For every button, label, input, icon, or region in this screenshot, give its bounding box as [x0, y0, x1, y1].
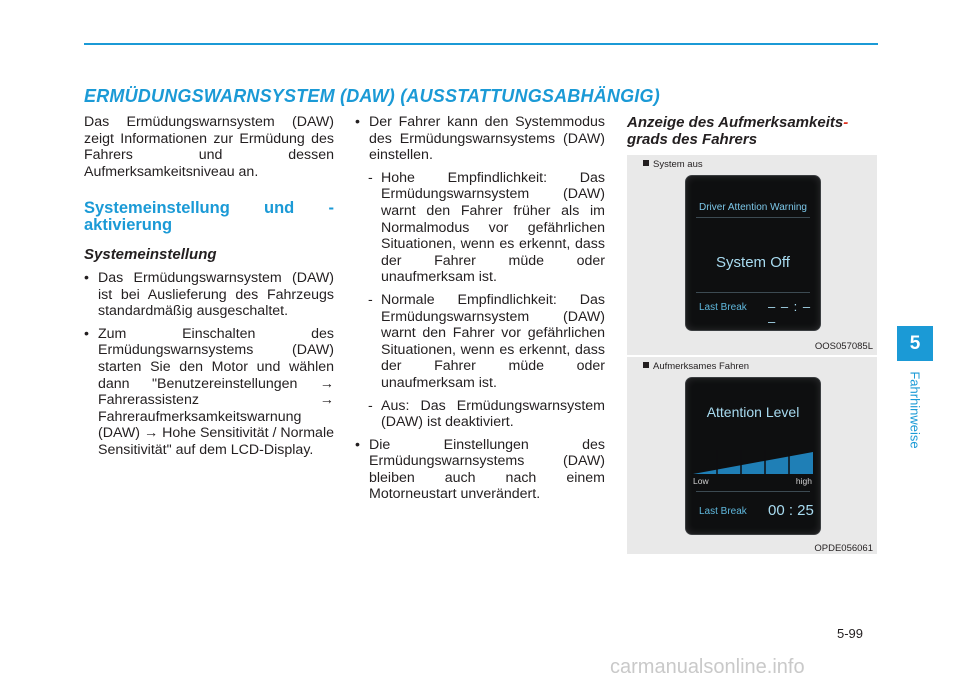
- sub-subheading: Systemeinstellung: [84, 246, 217, 264]
- figure-label: [643, 361, 749, 372]
- screen-title: Driver Attention Warning: [698, 202, 807, 213]
- figure-label: [643, 159, 703, 170]
- screen-system-off: System Off: [716, 254, 790, 271]
- column-3: [627, 114, 879, 156]
- bullet-activation: • Zum Einschalten des Ermüdungswarnsystems (DAW) starten Sie den Motor und wählen dann "Benutzereinstellungen → Fahrerassistenz → Fahreraufmerksamkeitswarnung (DAW) → Hohe Sensitivität / Normale Sensitivität" auf dem LCD-Display.: [84, 326, 334, 459]
- chapter-tab: 5: [897, 326, 933, 361]
- screen-divider: [696, 491, 810, 492]
- cluster-screen-off: [685, 175, 821, 331]
- dash-high-text: Hohe Empfindlichkeit: Das Ermüdungswarnsystem (DAW) warnt den Fahrer früher als im Normalmodus vor gefährlichen Situationen, wenn es erkennt, dass der Fahrer müde oder unaufmerksam ist.: [381, 169, 605, 286]
- screen-divider: [696, 217, 810, 218]
- cluster-screen-attention: [685, 377, 821, 535]
- dash-normal-sensitivity: - Normale Empfindlichkeit: Das Ermüdungswarnsystem (DAW) warnt den Fahrer vor gefährlichen Situationen, wenn es erkennt, dass der Fahrer müde oder unaufmerksam ist.: [368, 291, 605, 391]
- square-bullet-icon: [643, 362, 649, 368]
- screen-divider: [696, 292, 810, 293]
- figure-code: OPDE056061: [814, 543, 873, 554]
- intro-paragraph: Das Ermüdungswarnsystem (DAW) zeigt Informationen zur Ermüdung des Fahrers und dessen Aufmerksamkeitsniveau an.: [84, 114, 334, 180]
- figure-code: OOS057085L: [814, 341, 873, 352]
- figure-attentive-driving: [627, 357, 877, 554]
- last-break-label: Last Break: [699, 506, 747, 517]
- bullet-settings-retained: • Die Einstellungen des Ermüdungswarnsystems (DAW) bleiben auch nach einem Motorneustart unverändert.: [355, 437, 605, 503]
- attention-heading-part1: Anzeige des Aufmerksamkeits: [627, 114, 844, 131]
- attention-heading: [627, 114, 879, 148]
- last-break-value: 00 : 25: [768, 502, 814, 519]
- screen-title: Attention Level: [706, 404, 800, 420]
- figure-label-text: Aufmerksames Fahren: [653, 361, 750, 372]
- column-1: [84, 114, 334, 465]
- attention-heading-part2: grads des Fahrers: [627, 131, 758, 148]
- dash-high-sensitivity: - Hohe Empfindlichkeit: Das Ermüdungswarnsystem (DAW) warnt den Fahrer früher als im Normalmodus vor gefährlichen Situationen, wenn es erkennt, dass der Fahrer müde oder unaufmerksam ist.: [368, 169, 605, 286]
- figure-system-off: [627, 155, 877, 355]
- attention-level-bar: [693, 450, 813, 474]
- last-break-label: Last Break: [699, 302, 747, 313]
- dash-off: - Aus: Das Ermüdungswarnsystem (DAW) ist deaktiviert.: [368, 397, 605, 431]
- low-label: Low: [693, 476, 709, 486]
- attention-heading-hyphen: -: [843, 114, 849, 131]
- subsection-heading: Systemeinstellung und - aktivierung: [84, 199, 334, 235]
- section-title: ERMÜDUNGSWARNSYSTEM (DAW) (AUSSTATTUNGSABHÄNGIG): [84, 86, 660, 106]
- page-number: 5-99: [837, 626, 864, 641]
- watermark: carmanualsonline.info: [610, 656, 805, 678]
- chapter-tab-label: Fahrhinweise: [907, 371, 923, 449]
- top-rule: [84, 43, 878, 45]
- last-break-value: – – : – –: [768, 299, 812, 329]
- column-2: [355, 114, 605, 509]
- dash-normal-text: Normale Empfindlichkeit: Das Ermüdungswarnsystem (DAW) warnt den Fahrer vor gefährlichen Situationen, wenn es erkennt, dass der Fahrer müde oder unaufmerksam ist.: [381, 291, 605, 391]
- high-label: high: [795, 476, 812, 486]
- bullet-system-mode: • Der Fahrer kann den Systemmodus des Ermüdungswarnsystems (DAW) einstellen.: [355, 114, 605, 164]
- bullet-default-off: • Das Ermüdungswarnsystem (DAW) ist bei Auslieferung des Fahrzeugs standardmäßig ausgeschaltet.: [84, 270, 334, 320]
- square-bullet-icon: [643, 160, 649, 166]
- figure-label-text: System aus: [653, 159, 703, 170]
- dash-off-text: Aus: Das Ermüdungswarnsystem (DAW) ist deaktiviert.: [381, 397, 605, 431]
